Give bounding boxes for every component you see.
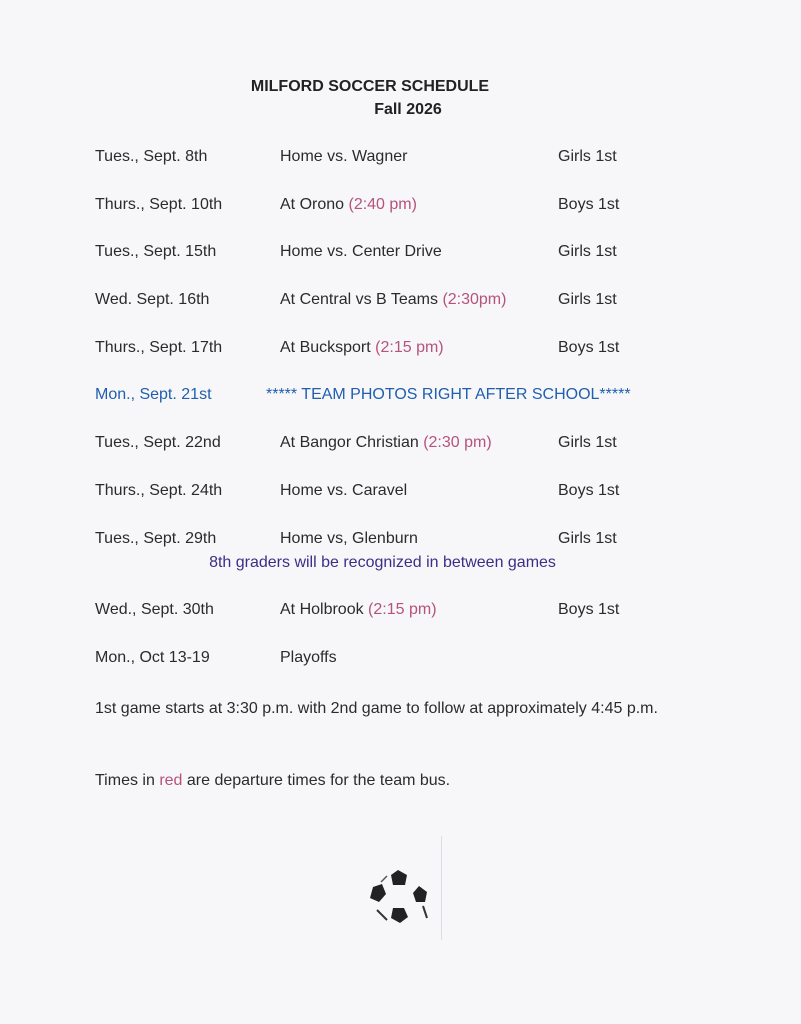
departure-time: (2:15 pm) [375,339,444,356]
departure-time: (2:30pm) [442,291,507,308]
photo-day-date: Mon., Sept. 21st [95,386,212,403]
game-date: Wed. Sept. 16th [95,291,210,308]
game-team: Girls 1st [558,243,617,260]
scan-artifact [441,836,442,940]
game-date: Thurs., Sept. 17th [95,339,223,356]
game-team: Girls 1st [558,291,617,308]
schedule-row [0,291,801,313]
game-team: Boys 1st [558,196,620,213]
game-event: At Central vs B Teams (2:30pm) [280,291,507,308]
departure-time: (2:40 pm) [348,196,417,213]
game-team: Boys 1st [558,601,620,618]
schedule-row [0,339,801,361]
game-event: Home vs. Caravel [280,482,408,499]
game-event: At Holbrook (2:15 pm) [280,601,437,618]
soccer-ball-icon [363,862,433,932]
schedule-row [0,434,801,456]
game-date: Thurs., Sept. 24th [95,482,223,499]
page-subtitle: Fall 2026 [374,101,442,118]
game-date: Thurs., Sept. 10th [95,196,223,213]
schedule-row [0,148,801,170]
game-date: Tues., Sept. 22nd [95,434,221,451]
game-event: At Bangor Christian (2:30 pm) [280,434,492,451]
departure-time: (2:30 pm) [423,434,492,451]
schedule-row [0,530,801,552]
eighth-grade-note: 8th graders will be recognized in between games [209,554,556,571]
game-date: Mon., Oct 13-19 [95,649,210,666]
legend-red-word: red [159,772,183,789]
game-event: Home vs. Wagner [280,148,408,165]
schedule-row [0,601,801,623]
game-team: Boys 1st [558,482,620,499]
game-date: Tues., Sept. 15th [95,243,217,260]
start-time-note: 1st game starts at 3:30 p.m. with 2nd game to follow at approximately 4:45 p.m. [95,700,658,717]
game-event: At Orono (2:40 pm) [280,196,417,213]
photo-day-notice: ***** TEAM PHOTOS RIGHT AFTER SCHOOL***** [266,386,631,403]
game-team: Girls 1st [558,530,617,547]
schedule-row [0,196,801,218]
game-date: Wed., Sept. 30th [95,601,214,618]
departure-time: (2:15 pm) [368,601,437,618]
game-team: Boys 1st [558,339,620,356]
schedule-row [0,482,801,504]
game-event: At Bucksport (2:15 pm) [280,339,444,356]
game-date: Tues., Sept. 29th [95,530,217,547]
game-team: Girls 1st [558,434,617,451]
legend-note: Times in red are departure times for the team bus. [95,772,451,789]
game-date: Tues., Sept. 8th [95,148,208,165]
photo-day-row [0,386,801,408]
page-title: MILFORD SOCCER SCHEDULE [250,78,490,95]
game-event: Playoffs [280,649,337,666]
game-event: Home vs, Glenburn [280,530,418,547]
game-team: Girls 1st [558,148,617,165]
game-event: Home vs. Center Drive [280,243,442,260]
schedule-row [0,649,801,671]
schedule-row [0,243,801,265]
